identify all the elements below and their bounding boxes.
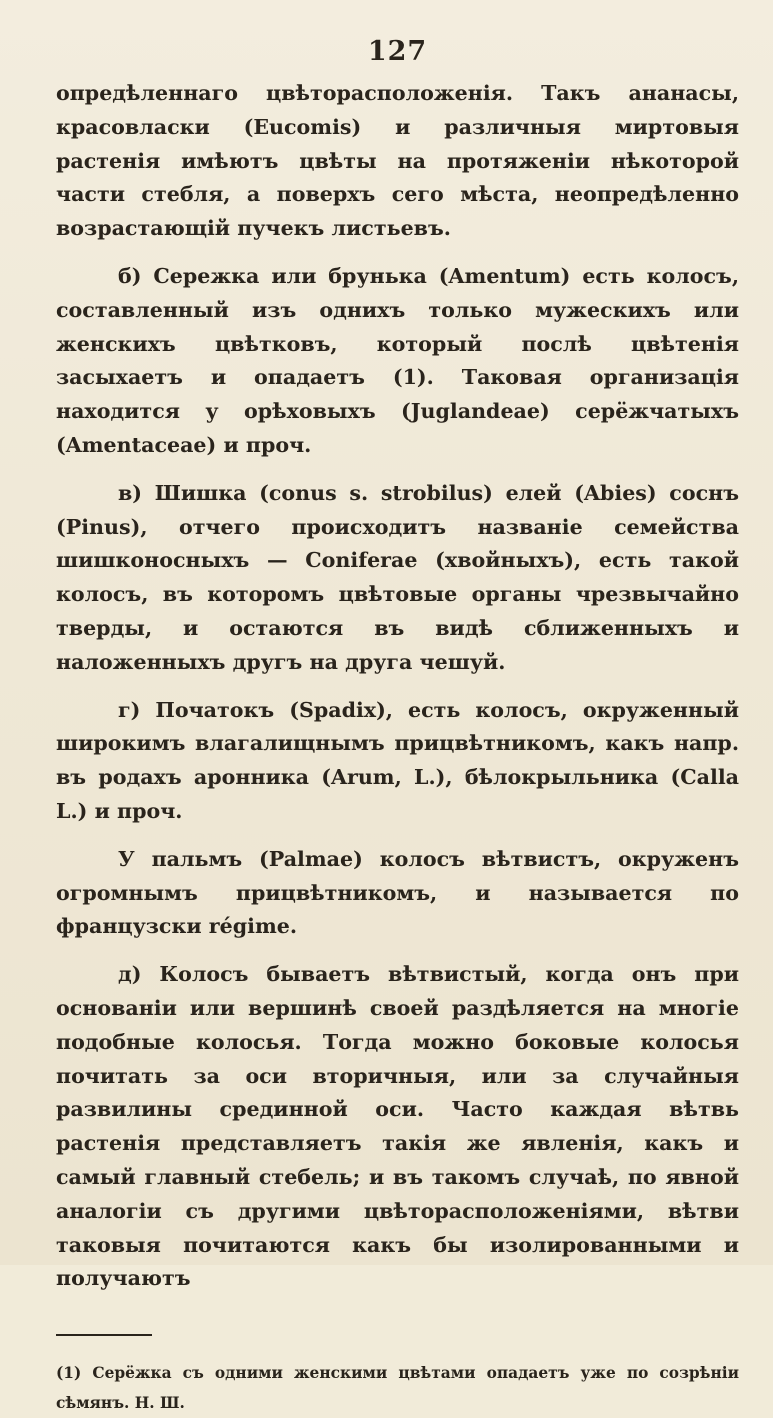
paragraph-palmae: У пальмъ (Palmae) колосъ вѣтвистъ, окруженъ огромнымъ прицвѣтникомъ, и называется по французски régime.: [56, 846, 739, 939]
page-number: 127: [367, 36, 428, 67]
paragraph-continuation: опредѣленнаго цвѣторасположенія. Такъ ананасы, красовласки (Eucomis) и различныя миртовыя растенія имѣютъ цвѣты на протяженіи нѣкоторой части стебля, а поверхъ сего мѣста, неопредѣленно возрастающій пучекъ листьевъ.: [56, 81, 739, 241]
footnote: (1) Серёжка съ одними женскими цвѣтами опадаетъ уже по созрѣніи сѣмянъ. Н. Ш.: [56, 1364, 739, 1413]
paragraph-strobilus: в) Шишка (conus s. strobilus) елей (Abies) соснъ (Pinus), отчего происходитъ названіе семейства шишконосныхъ — Coniferae (хвойныхъ), есть такой колосъ, въ которомъ цвѣтовые органы чрезвычайно тверды, и остаются въ видѣ сближенныхъ и наложенныхъ другъ на друга чешуй.: [56, 480, 739, 674]
footnote-divider: [56, 1334, 152, 1336]
paragraph-spadix: г) Початокъ (Spadix), есть колосъ, окруженный широкимъ влагалищнымъ прицвѣтникомъ, какъ напр. въ родахъ аронника (Arum, L.), бѣлокрыльника (Calla L.) и проч.: [56, 697, 739, 823]
paragraph-amentum: б) Сережка или брунька (Amentum) есть колосъ, составленный изъ однихъ только мужескихъ или женскихъ цвѣтковъ, который послѣ цвѣтенія засыхаетъ и опадаетъ (1). Таковая организація находится у орѣховыхъ (Juglandeae) серёжчатыхъ (Amentaceae) и проч.: [56, 263, 739, 457]
paragraph-branched-spike: д) Колосъ бываетъ вѣтвистый, когда онъ при основаніи или вершинѣ своей раздѣляется на многіе подобные колосья. Тогда можно боковые колосья почитать за оси вторичныя, или за случайныя развилины срединной оси. Часто каждая вѣтвь растенія представляетъ такія же явленія, какъ и самый главный стебель; и въ такомъ случаѣ, по явной аналогіи съ другими цвѣторасположеніями, вѣтви таковыя почитаются какъ бы изолированными и получаютъ: [56, 962, 739, 1291]
